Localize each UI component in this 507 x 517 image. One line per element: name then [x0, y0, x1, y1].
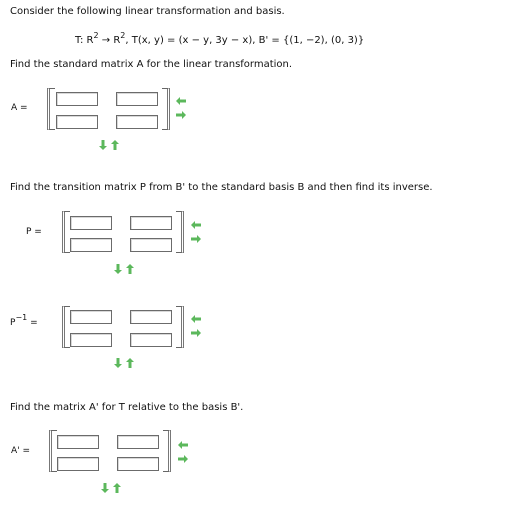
- matrix-a-right-bracket: [162, 88, 170, 130]
- matrix-a-cell-r1c2[interactable]: [116, 92, 158, 106]
- question-transition-matrix: Find the transition matrix P from B' to the standard basis B and then find its inverse.: [10, 182, 433, 193]
- matrix-a-prime-remove-column-arrow-icon[interactable]: [178, 441, 188, 450]
- transformation-definition: [75, 30, 365, 47]
- p-inv-base: P: [10, 318, 16, 328]
- matrix-p-inverse-add-row-arrow-icon[interactable]: [114, 358, 124, 367]
- matrix-a-cell-r2c1[interactable]: [56, 115, 98, 129]
- matrix-p-cell-r2c1[interactable]: [70, 238, 112, 252]
- matrix-a-remove-column-arrow-icon[interactable]: [176, 97, 186, 106]
- matrix-a-left-bracket: [47, 88, 55, 130]
- eq-lead: T: R: [75, 35, 94, 46]
- matrix-p-inverse-left-bracket: [62, 306, 70, 348]
- matrix-p-inverse-add-column-arrow-icon[interactable]: [191, 329, 201, 338]
- matrix-p-inverse-label: [10, 313, 38, 329]
- matrix-a-add-column-arrow-icon[interactable]: [176, 111, 186, 120]
- matrix-a-cell-r1c1[interactable]: [56, 92, 98, 106]
- matrix-a-add-row-arrow-icon[interactable]: [99, 140, 109, 149]
- p-inv-exp: −1: [15, 313, 28, 322]
- eq-rest: , T(x, y) = (x − y, 3y − x), B' = {(1, −2), (0, 3)}: [125, 35, 365, 46]
- matrix-p-cell-r1c2[interactable]: [130, 216, 172, 230]
- matrix-a-prime-cell-r2c2[interactable]: [117, 457, 159, 471]
- matrix-a-prime-add-row-arrow-icon[interactable]: [101, 483, 111, 492]
- matrix-p-label: P =: [26, 227, 42, 237]
- matrix-a-prime-label: A' =: [11, 446, 31, 456]
- eq-exp2: 2: [120, 30, 126, 40]
- matrix-p-inverse-right-bracket: [176, 306, 184, 348]
- p-inv-eq: =: [27, 318, 38, 328]
- matrix-p-remove-column-arrow-icon[interactable]: [191, 221, 201, 230]
- matrix-p-inverse-remove-row-arrow-icon[interactable]: [126, 358, 136, 367]
- matrix-p-inverse-cell-r1c2[interactable]: [130, 310, 172, 324]
- matrix-a-prime-remove-row-arrow-icon[interactable]: [113, 483, 123, 492]
- matrix-a-label: A =: [11, 103, 28, 113]
- matrix-p-inverse-cell-r2c1[interactable]: [70, 333, 112, 347]
- matrix-a-cell-r2c2[interactable]: [116, 115, 158, 129]
- intro-text: Consider the following linear transformation and basis.: [10, 6, 285, 17]
- matrix-a-prime-left-bracket: [49, 430, 57, 472]
- eq-arrow: → R: [98, 35, 121, 46]
- eq-exp1: 2: [93, 30, 99, 40]
- question-standard-matrix: Find the standard matrix A for the linear transformation.: [10, 59, 293, 70]
- matrix-p-right-bracket: [176, 211, 184, 253]
- matrix-a-prime-right-bracket: [163, 430, 171, 472]
- matrix-p-inverse-cell-r2c2[interactable]: [130, 333, 172, 347]
- matrix-a-remove-row-arrow-icon[interactable]: [111, 140, 121, 149]
- matrix-a-prime-add-column-arrow-icon[interactable]: [178, 455, 188, 464]
- matrix-p-inverse-cell-r1c1[interactable]: [70, 310, 112, 324]
- matrix-a-prime-cell-r1c2[interactable]: [117, 435, 159, 449]
- matrix-p-add-column-arrow-icon[interactable]: [191, 235, 201, 244]
- matrix-p-left-bracket: [62, 211, 70, 253]
- matrix-p-inverse-remove-column-arrow-icon[interactable]: [191, 315, 201, 324]
- matrix-p-cell-r2c2[interactable]: [130, 238, 172, 252]
- question-matrix-relative-basis: Find the matrix A' for T relative to the basis B'.: [10, 402, 244, 413]
- matrix-a-prime-cell-r1c1[interactable]: [57, 435, 99, 449]
- matrix-p-remove-row-arrow-icon[interactable]: [126, 264, 136, 273]
- matrix-p-cell-r1c1[interactable]: [70, 216, 112, 230]
- matrix-a-prime-cell-r2c1[interactable]: [57, 457, 99, 471]
- matrix-p-add-row-arrow-icon[interactable]: [114, 264, 124, 273]
